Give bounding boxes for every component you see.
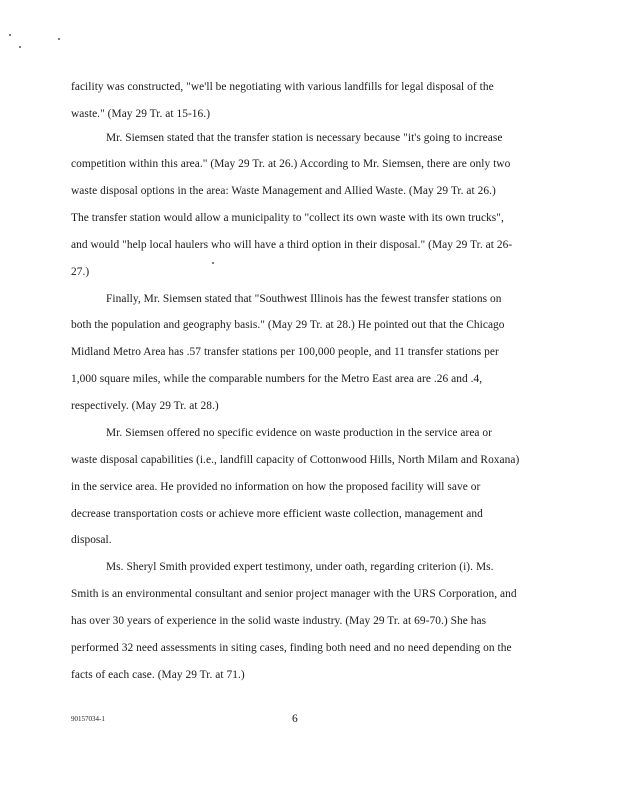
- text-line: 27.): [71, 266, 90, 278]
- text-line: decrease transportation costs or achieve more efficient waste collection, management and: [71, 508, 483, 520]
- text-line: in the service area. He provided no information on how the proposed facility will save or: [71, 481, 481, 493]
- text-line: competition within this area." (May 29 Tr. at 26.) According to Mr. Siemsen, there are only two: [71, 158, 511, 170]
- text-line: has over 30 years of experience in the solid waste industry. (May 29 Tr. at 69-70.) She has: [71, 615, 487, 627]
- text-line: The transfer station would allow a municipality to "collect its own waste with its own trucks",: [71, 212, 504, 224]
- scan-speck: [9, 34, 11, 36]
- text-line: 1,000 square miles, while the comparable numbers for the Metro East area are .26 and .4,: [71, 373, 483, 385]
- text-line: disposal.: [71, 534, 112, 546]
- text-line: performed 32 need assessments in siting cases, finding both need and no need depending on the: [71, 642, 512, 654]
- document-id: 90157034-1: [71, 715, 105, 723]
- text-line: both the population and geography basis." (May 29 Tr. at 28.) He pointed out that the Chicago: [71, 319, 505, 331]
- text-line: waste disposal options in the area: Waste Management and Allied Waste. (May 29 Tr. at 26.): [71, 185, 496, 197]
- text-line: Smith is an environmental consultant and senior project manager with the URS Corporation, and: [71, 588, 517, 600]
- text-line: respectively. (May 29 Tr. at 28.): [71, 400, 219, 412]
- scan-speck: [58, 38, 60, 40]
- text-line: waste disposal capabilities (i.e., landfill capacity of Cottonwood Hills, North Milam and Roxana): [71, 454, 520, 466]
- text-line: Ms. Sheryl Smith provided expert testimony, under oath, regarding criterion (i). Ms.: [106, 561, 494, 573]
- text-line: Mr. Siemsen stated that the transfer station is necessary because "it's going to increase: [106, 132, 503, 144]
- scan-speck: [19, 46, 21, 48]
- scan-speck: [212, 262, 214, 264]
- text-line: facility was constructed, "we'll be negotiating with various landfills for legal disposal of the: [71, 81, 494, 93]
- page-number: 6: [292, 713, 298, 725]
- text-line: Mr. Siemsen offered no specific evidence on waste production in the service area or: [106, 427, 493, 439]
- text-line: Finally, Mr. Siemsen stated that "Southwest Illinois has the fewest transfer stations on: [106, 293, 502, 305]
- text-line: and would "help local haulers who will have a third option in their disposal." (May 29 Tr. at 26-: [71, 239, 513, 251]
- text-line: waste." (May 29 Tr. at 15-16.): [71, 108, 211, 120]
- text-line: Midland Metro Area has .57 transfer stations per 100,000 people, and 11 transfer stations per: [71, 346, 499, 358]
- text-line: facts of each case. (May 29 Tr. at 71.): [71, 669, 245, 681]
